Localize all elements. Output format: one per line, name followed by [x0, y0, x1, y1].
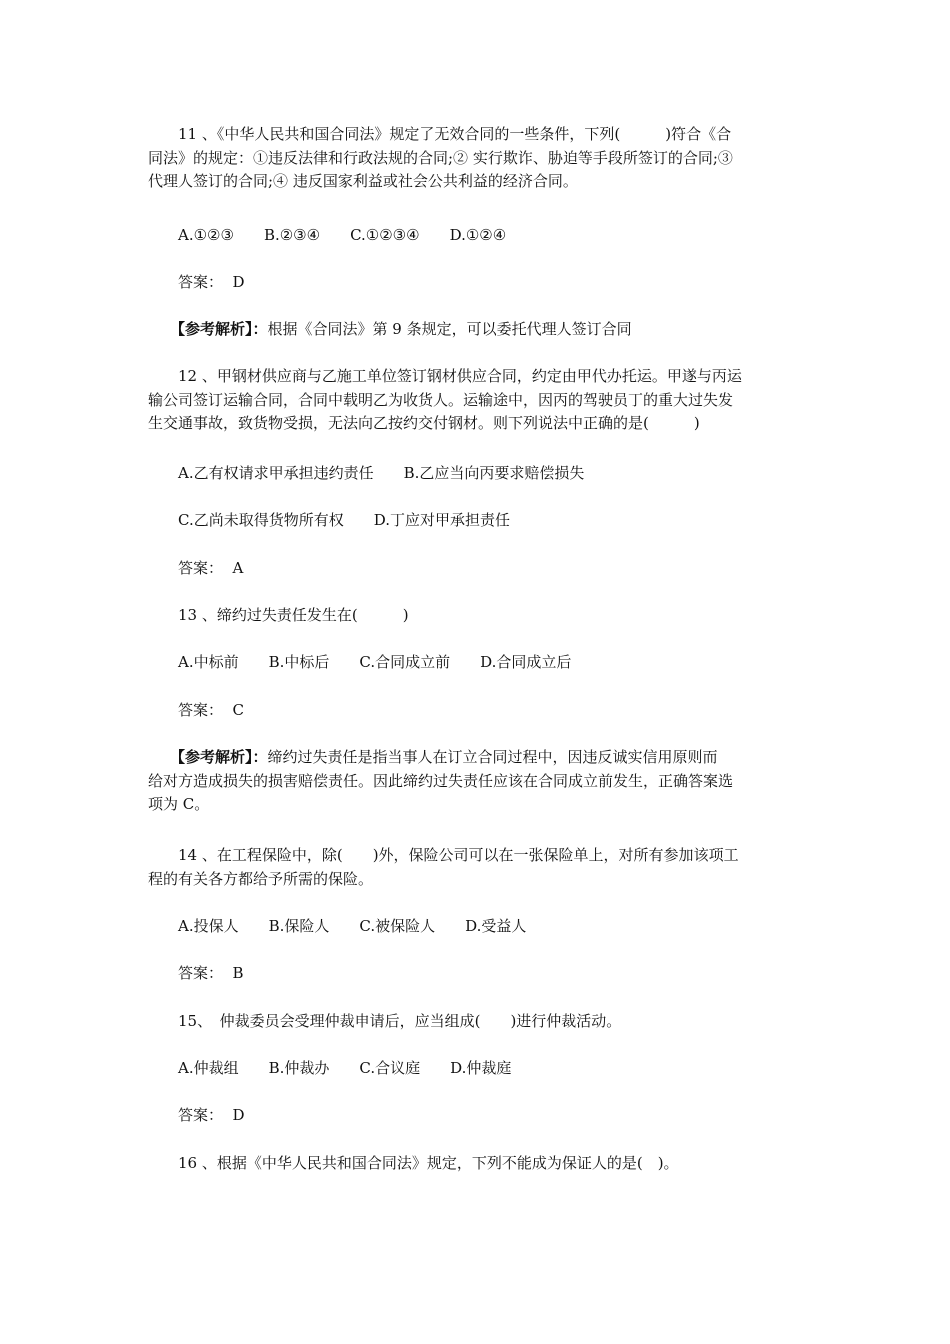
- question-16: 16 、根据《中华人民共和国合同法》规定，下列不能成为保证人的是( )。: [178, 1154, 679, 1172]
- analysis-line: [148, 746, 808, 770]
- question-15-options: A.仲裁组 B.仲裁办 C.合议庭 D.仲裁庭: [178, 1059, 512, 1077]
- question-text-line: 14 、在工程保险中，除( )外，保险公司可以在一张保险单上，对所有参加该项工: [178, 846, 739, 864]
- question-text-line: 程的有关各方都给予所需的保险。: [148, 869, 374, 888]
- question-14: [148, 844, 808, 891]
- question-11-answer: 答案： D: [178, 273, 245, 291]
- question-text-line: 代理人签订的合同;④ 违反国家利益或社会公共利益的经济合同。: [148, 172, 578, 190]
- question-14-answer: 答案： B: [178, 964, 244, 982]
- question-11-analysis: [170, 318, 632, 342]
- question-12: [148, 365, 808, 436]
- question-11: [148, 123, 808, 194]
- analysis-label: 【参考解析】：: [170, 320, 268, 338]
- analysis-line: 项为 C。: [148, 795, 210, 813]
- question-text-line: 生交通事故，致货物受损，无法向乙按约交付钢材。则下列说法中正确的是( ): [148, 414, 700, 432]
- question-text-line: 同法》的规定：①违反法律和行政法规的合同;② 实行欺诈、胁迫等手段所签订的合同;③: [148, 148, 733, 167]
- question-13-answer: 答案： C: [178, 701, 245, 719]
- question-text-line: 11 、《中华人民共和国合同法》规定了无效合同的一些条件，下列( )符合《合: [178, 125, 732, 143]
- analysis-text: 缔约过失责任是指当事人在订立合同过程中，因违反诚实信用原则而: [267, 748, 718, 766]
- question-15: 15、 仲裁委员会受理仲裁申请后，应当组成( )进行仲裁活动。: [178, 1012, 622, 1030]
- question-12-options-row-1: A.乙有权请求甲承担违约责任 B.乙应当向丙要求赔偿损失: [178, 464, 585, 482]
- question-15-answer: 答案： D: [178, 1106, 245, 1124]
- question-13-analysis: [148, 746, 808, 817]
- question-11-options: A.①②③ B.②③④ C.①②③④ D.①②④: [178, 226, 507, 244]
- analysis-line: 给对方造成损失的损害赔偿责任。因此缔约过失责任应该在合同成立前发生，正确答案选: [148, 771, 734, 790]
- question-13-options: A.中标前 B.中标后 C.合同成立前 D.合同成立后: [178, 653, 572, 671]
- question-14-options: A.投保人 B.保险人 C.被保险人 D.受益人: [178, 917, 527, 935]
- question-text-line: 输公司签订运输合同，合同中载明乙为收货人。运输途中，因丙的驾驶员丁的重大过失发: [148, 390, 734, 409]
- question-text-line: 12 、甲钢材供应商与乙施工单位签订钢材供应合同，约定由甲代办托运。甲遂与丙运: [178, 367, 742, 385]
- question-12-answer: 答案： A: [178, 559, 244, 577]
- question-12-options-row-2: C.乙尚未取得货物所有权 D.丁应对甲承担责任: [178, 511, 510, 529]
- question-13: 13 、缔约过失责任发生在( ): [178, 606, 409, 624]
- analysis-text: 根据《合同法》第 9 条规定，可以委托代理人签订合同: [267, 320, 632, 338]
- analysis-label: 【参考解析】：: [170, 748, 268, 766]
